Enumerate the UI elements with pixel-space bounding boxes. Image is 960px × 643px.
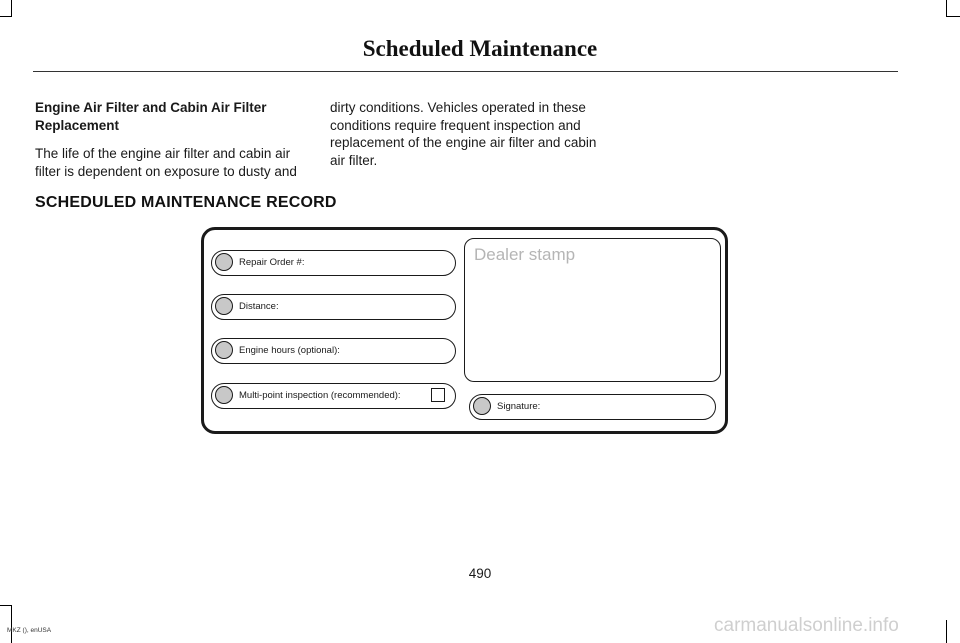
- document-code: MKZ (), enUSA: [7, 627, 52, 634]
- dealer-stamp-box: [464, 238, 721, 382]
- page-title: Scheduled Maintenance: [362, 36, 598, 61]
- distance-field[interactable]: [211, 294, 456, 320]
- inspection-field[interactable]: [211, 383, 456, 409]
- engine-hours-field[interactable]: [211, 338, 456, 364]
- crop-mark-top-right-v: [946, 0, 947, 16]
- watermark: carmanualsonline.info: [714, 615, 899, 636]
- text-column-right: [330, 99, 605, 169]
- circle-icon: [215, 297, 233, 315]
- repair-order-field[interactable]: [211, 250, 456, 276]
- section-heading: SCHEDULED MAINTENANCE RECORD: [35, 194, 337, 211]
- page-number: 490: [468, 566, 492, 581]
- circle-icon: [473, 397, 491, 415]
- signature-field[interactable]: [469, 394, 716, 420]
- text-column-left: [35, 99, 307, 180]
- crop-mark-top-left-h: [0, 16, 12, 17]
- dealer-stamp-label: Dealer stamp: [474, 245, 576, 264]
- circle-icon: [215, 341, 233, 359]
- crop-mark-bottom-left-h: [0, 605, 12, 606]
- inspection-label: Multi-point inspection (recommended):: [239, 390, 401, 401]
- engine-hours-label: Engine hours (optional):: [239, 345, 340, 356]
- subheading: Engine Air Filter and Cabin Air Filter Replacement: [35, 100, 267, 133]
- crop-mark-top-left-v: [11, 0, 12, 16]
- crop-mark-top-right-h: [946, 16, 960, 17]
- signature-label: Signature:: [497, 401, 541, 412]
- inspection-checkbox[interactable]: [431, 388, 445, 402]
- crop-mark-bottom-left-v: [11, 605, 12, 643]
- circle-icon: [215, 386, 233, 404]
- repair-order-label: Repair Order #:: [239, 257, 305, 268]
- maintenance-record-form: [201, 227, 728, 434]
- crop-mark-bottom-right-v: [946, 620, 947, 643]
- body-paragraph-part2: dirty conditions. Vehicles operated in these conditions require frequent inspection and replacement of the engine air filter and cabin air filter.: [330, 100, 597, 168]
- body-paragraph-part1: The life of the engine air filter and cabin air filter is dependent on exposure to dusty and: [35, 146, 297, 179]
- distance-label: Distance:: [239, 301, 279, 312]
- header-rule: [33, 71, 898, 72]
- circle-icon: [215, 253, 233, 271]
